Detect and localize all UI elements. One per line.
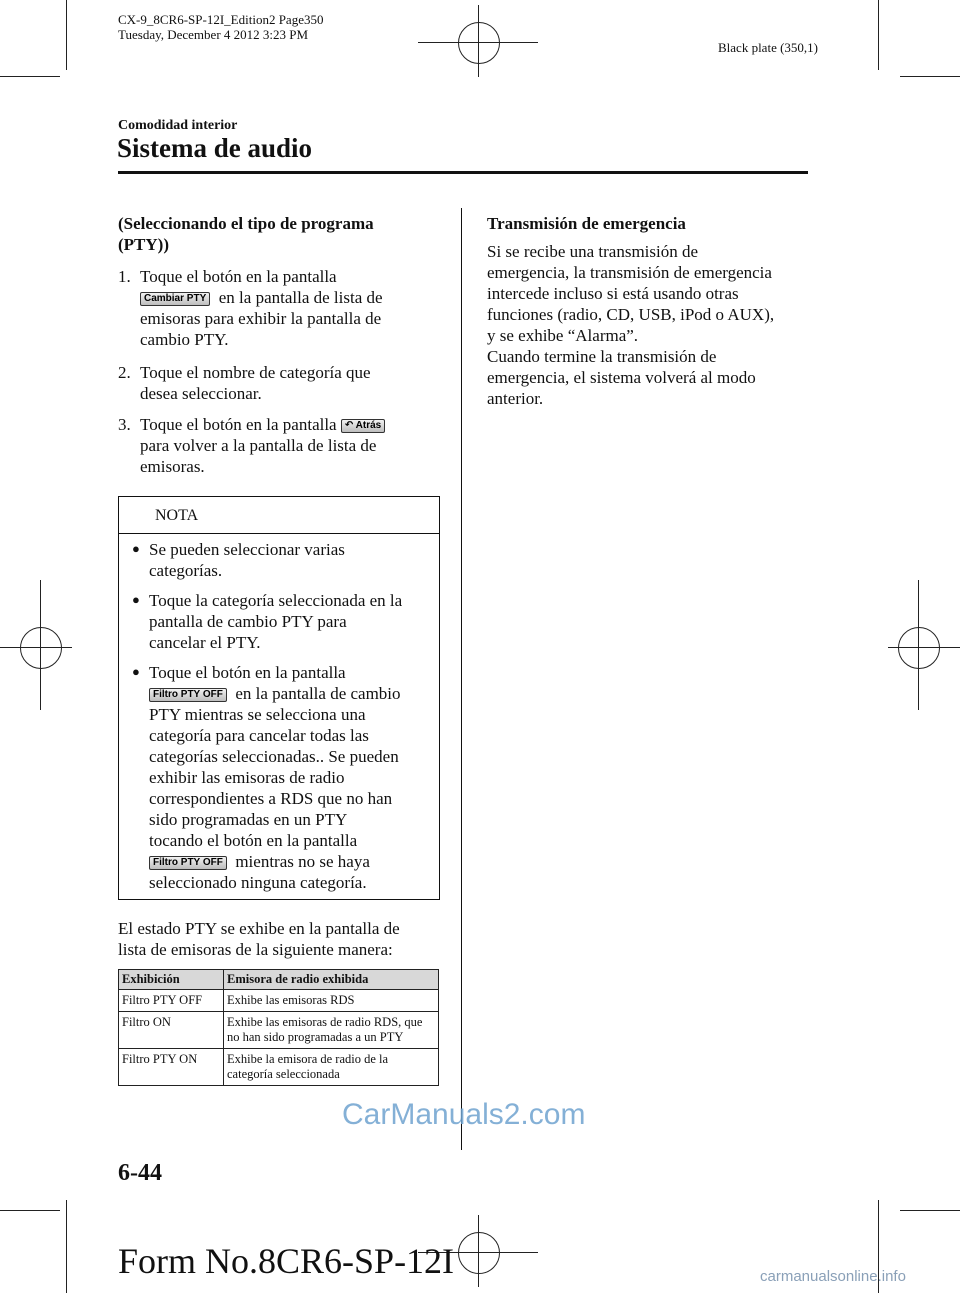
note-bullet-3: Toque el botón en la pantalla Filtro PTY OFF en la pantalla de cambio PTY mientras se selecciona una categoría para cancelar todas las categorías seleccionadas.. Se pueden exhibir las emisoras de radio correspondientes a RDS que no han sido programadas en un PTY tocando el botón en la pantalla Filtro PTY OFF mientras no se haya seleccionado ninguna categoría. [149,663,401,892]
atras-button[interactable]: ↶ Atrás [341,419,385,433]
step-number: 1. [118,267,131,286]
cambiar-pty-button[interactable]: Cambiar PTY [140,292,210,306]
watermark: CarManuals2.com [342,1098,586,1131]
crop-mark [900,1210,960,1211]
registration-line [478,1215,479,1287]
registration-line [478,5,479,77]
print-header-line1: CX-9_8CR6-SP-12I_Edition2 Page350 [118,12,324,27]
section-label: Comodidad interior [118,118,238,133]
emergency-heading: Transmisión de emergencia [487,214,686,233]
step-number: 2. [118,363,131,382]
note-box [118,496,440,900]
print-header-line2: Tuesday, December 4 2012 3:23 PM [118,27,309,42]
step-number: 3. [118,415,131,434]
page-number: 6-44 [118,1160,162,1186]
registration-line [918,580,919,710]
table-cell: Filtro PTY ON [119,1049,224,1086]
crop-mark [900,76,960,77]
filtro-pty-off-button[interactable]: Filtro PTY OFF [149,688,227,702]
table-cell: Exhibe las emisoras de radio RDS, que no han sido programadas a un PTY [224,1012,439,1049]
note-title: NOTA [155,507,199,524]
registration-mark-bottom [458,1232,500,1274]
column-divider [461,208,462,1150]
pty-status-intro: El estado PTY se exhibe en la pantalla de lista de emisoras de la siguiente manera: [118,919,400,959]
print-plate: Black plate (350,1) [718,40,818,55]
back-arrow-icon: ↶ [344,420,354,432]
table-cell: Exhibe las emisoras RDS [224,990,439,1012]
registration-line [888,647,960,648]
section-rule [118,171,808,174]
note-header [119,497,439,534]
crop-mark [66,0,67,70]
filtro-pty-off-button-2[interactable]: Filtro PTY OFF [149,856,227,870]
pty-status-table [118,969,439,1086]
note-bullet-2: Toque la categoría seleccionada en la pantalla de cambio PTY para cancelar el PTY. [149,591,403,652]
table-header: Emisora de radio exhibida [224,970,439,990]
bullet-icon: ● [132,541,140,556]
registration-mark-top [458,22,500,64]
section-title: Sistema de audio [117,133,313,163]
footer-site-link[interactable]: carmanualsonline.info [760,1268,906,1285]
table-cell: Filtro ON [119,1012,224,1049]
bullet-icon: ● [132,664,140,679]
form-number: Form No.8CR6-SP-12I [118,1241,455,1281]
emergency-paragraph-1: Si se recibe una transmisión de emergencia, la transmisión de emergencia intercede incluso si está usando otras funciones (radio, CD, USB, iPod o AUX), y se exhibe “Alarma”. [487,242,775,345]
crop-mark [878,0,879,70]
table-cell: Exhibe la emisora de radio de la categoría seleccionada [224,1049,439,1086]
subsection-heading: (Seleccionando el tipo de programa (PTY)) [118,214,374,254]
registration-line [0,647,72,648]
crop-mark [66,1200,67,1293]
emergency-paragraph-2: Cuando termine la transmisión de emergencia, el sistema volverá al modo anterior. [487,347,756,408]
note-bullet-1: Se pueden seleccionar varias categorías. [149,540,345,580]
table-cell: Filtro PTY OFF [119,990,224,1012]
crop-mark [0,1210,60,1211]
table-row [119,990,439,1012]
table-header-row [119,970,439,990]
table-header: Exhibición [119,970,224,990]
crop-mark [0,76,60,77]
table-row [119,1049,439,1086]
registration-line [40,580,41,710]
bullet-icon: ● [132,592,140,607]
registration-mark-left [20,627,62,669]
registration-mark-right [898,627,940,669]
table-row [119,1012,439,1049]
